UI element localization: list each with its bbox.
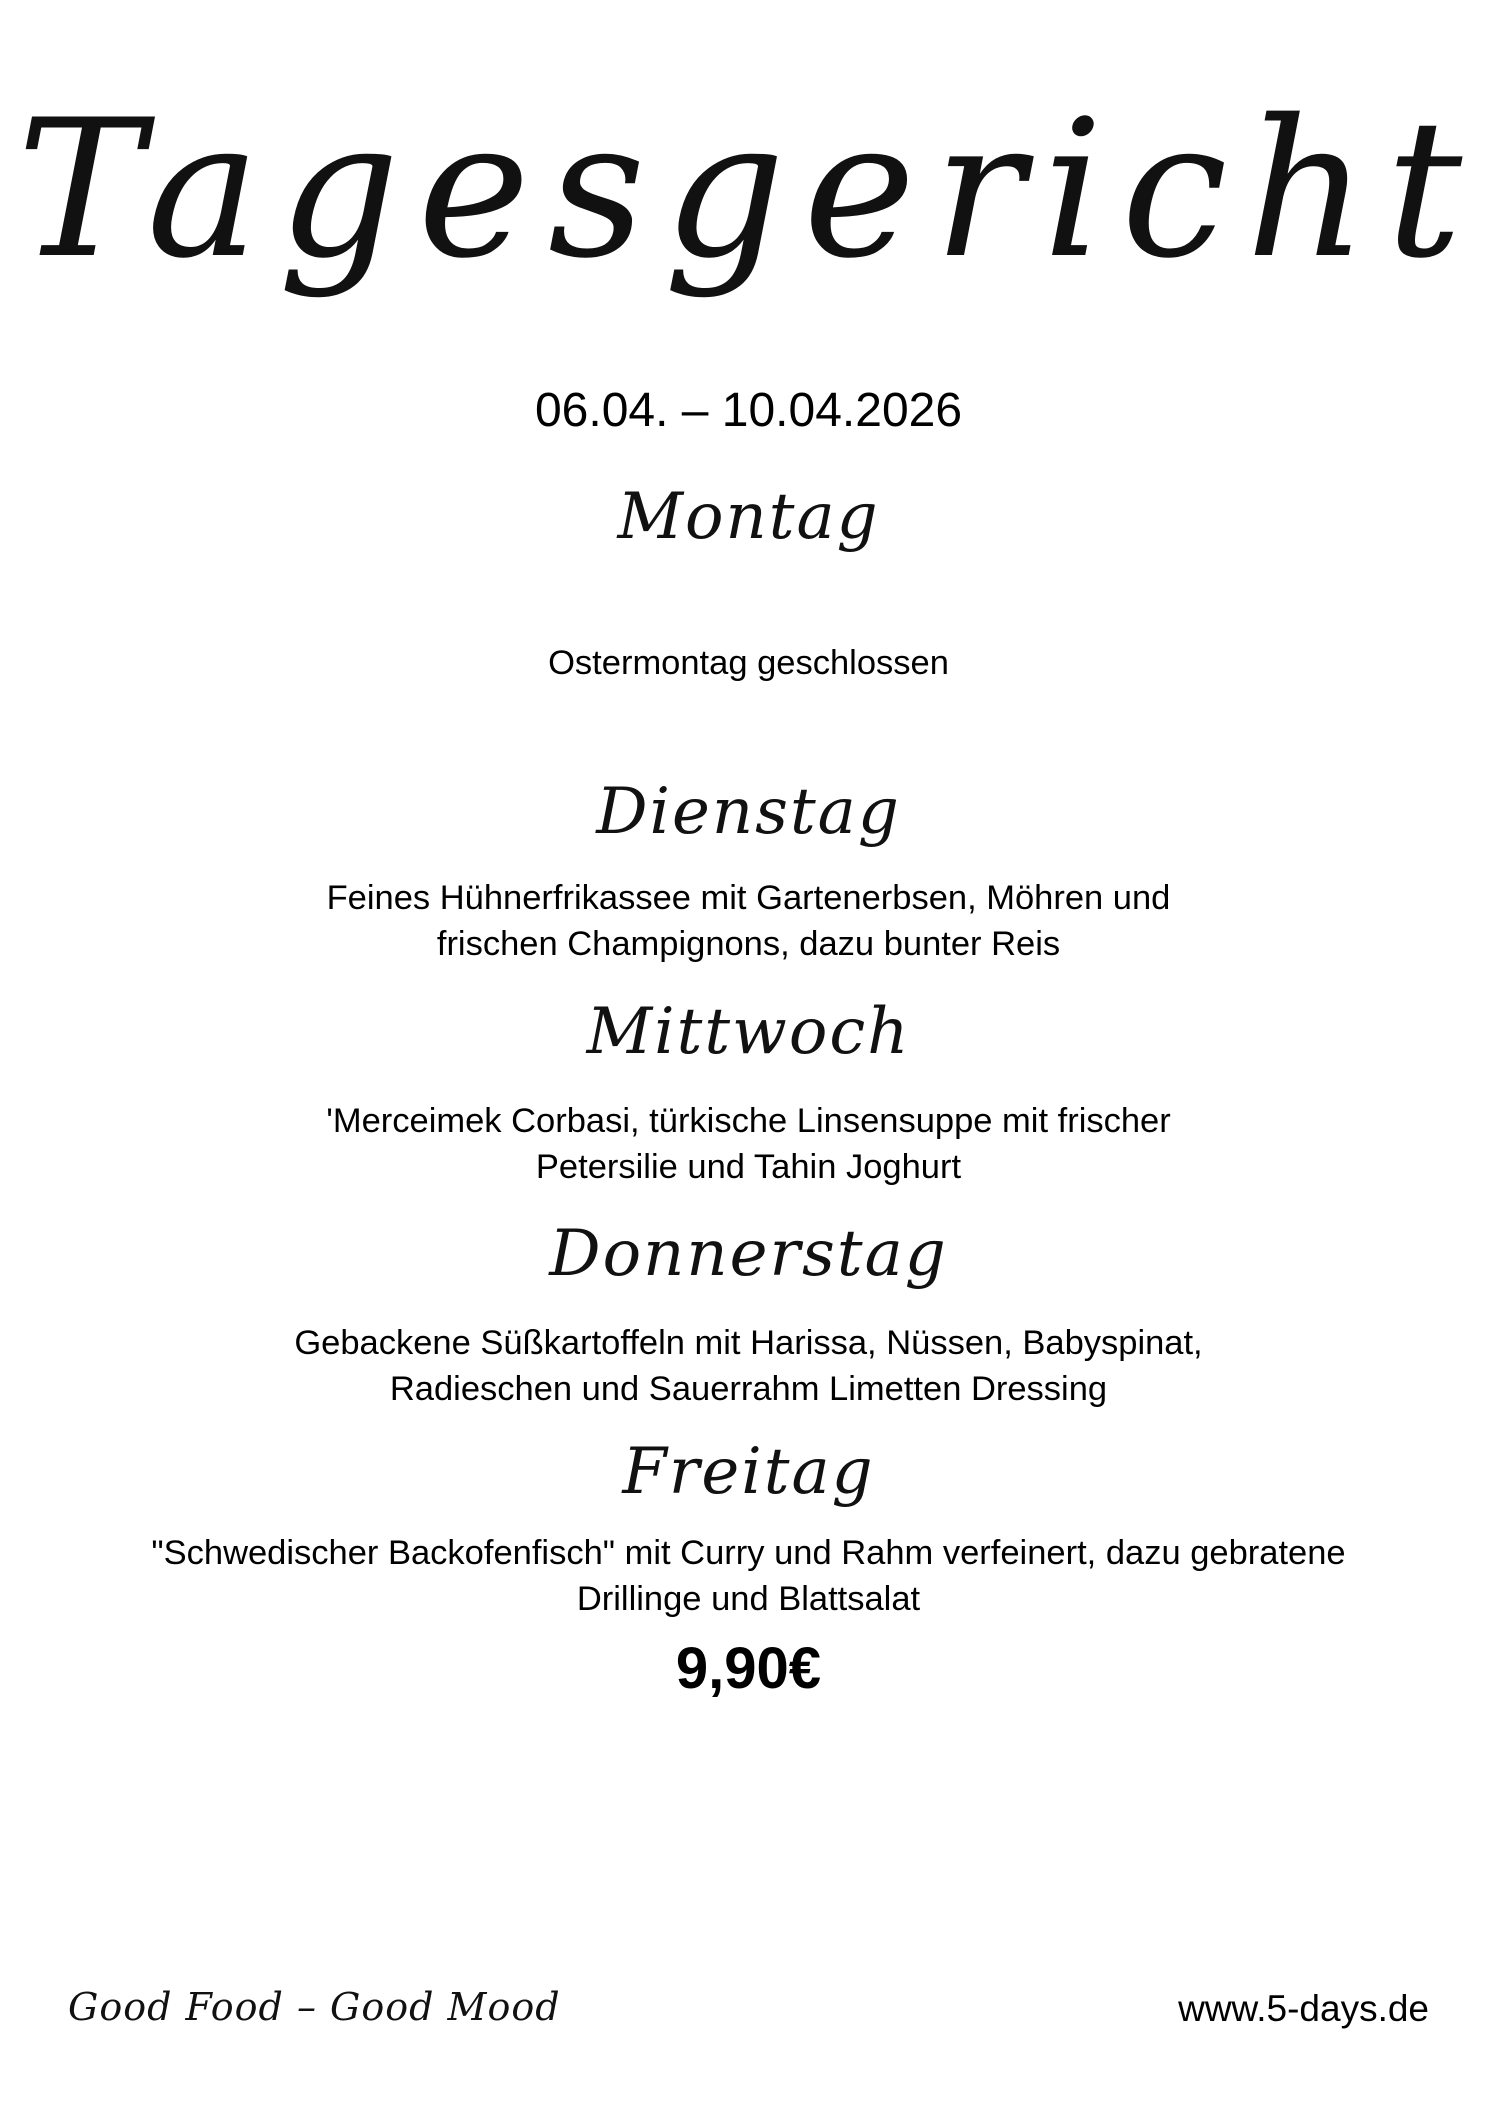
dish-line: "Schwedischer Backofenfisch" mit Curry und Rahm verfeinert, dazu gebratene xyxy=(151,1534,1346,1572)
day-dish-friday xyxy=(0,1530,1497,1622)
day-heading-friday: Freitag xyxy=(622,1435,875,1509)
day-dish-tuesday xyxy=(0,875,1497,967)
dish-line: Feines Hühnerfrikassee mit Gartenerbsen, Möhren und xyxy=(326,879,1171,917)
day-heading-tuesday: Dienstag xyxy=(596,775,901,849)
dish-line: Ostermontag geschlossen xyxy=(548,644,949,682)
day-heading-monday: Montag xyxy=(617,480,880,554)
dish-line: Drillinge und Blattsalat xyxy=(576,1580,921,1618)
day-dish-wednesday xyxy=(0,1098,1497,1190)
dish-line: Radieschen und Sauerrahm Limetten Dressing xyxy=(389,1370,1108,1408)
day-dish-monday xyxy=(0,640,1497,686)
dish-line: frischen Champignons, dazu bunter Reis xyxy=(436,925,1061,963)
date-range: 06.04. – 10.04.2026 xyxy=(534,384,963,437)
footer-website[interactable]: www.5-days.de xyxy=(1178,1988,1429,2029)
page-title: Tagesgericht xyxy=(16,79,1481,300)
price: 9,90€ xyxy=(675,1636,822,1701)
dish-line: Gebackene Süßkartoffeln mit Harissa, Nüssen, Babyspinat, xyxy=(294,1324,1203,1362)
day-heading-thursday: Donnerstag xyxy=(549,1217,948,1291)
day-dish-thursday xyxy=(0,1320,1497,1412)
dish-line: Petersilie und Tahin Joghurt xyxy=(535,1148,962,1186)
day-heading-wednesday: Mittwoch xyxy=(586,995,911,1069)
footer-slogan: Good Food – Good Mood xyxy=(68,1985,561,2029)
dish-line: 'Merceimek Corbasi, türkische Linsensuppe mit frischer xyxy=(326,1102,1171,1140)
